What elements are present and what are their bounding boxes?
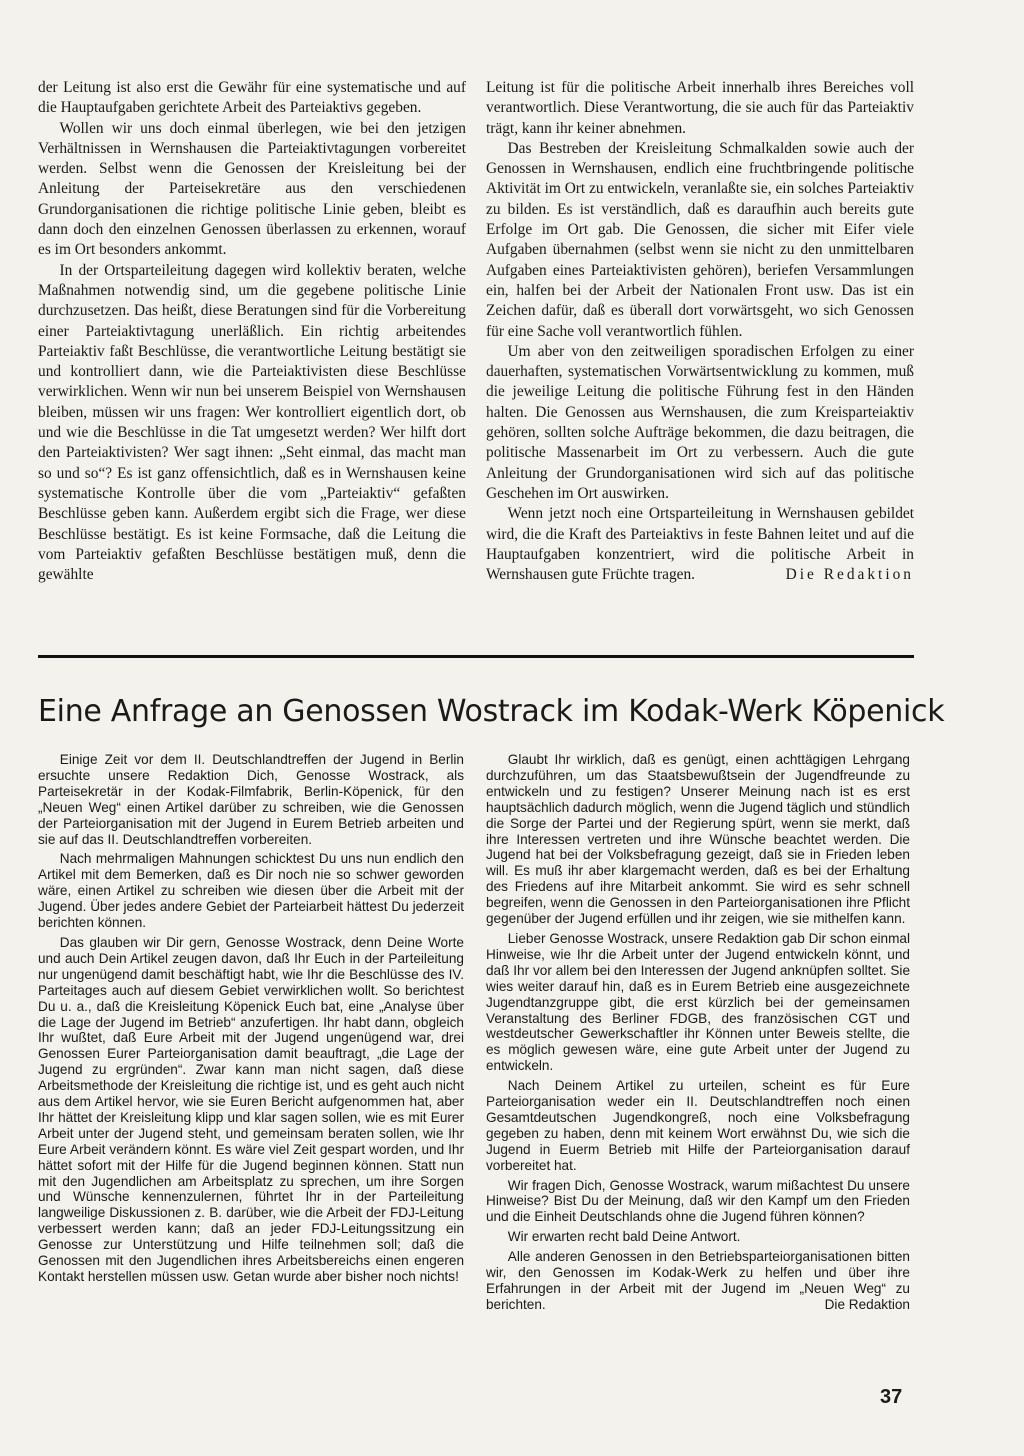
paragraph: Einige Zeit vor dem II. Deutschlandtreffen der Jugend in Berlin ersuchte unsere Redaktion Dich, Genosse Wostrack, als Parteisekretär in der Kodak-Filmfabrik, Berlin-Köpenick, für den „Neuen Weg“ einen Artikel darüber zu schreiben, wie die Genossen der Parteiorganisation mit der Jugend in Eurem Betrieb arbeiten und sie auf das II. Deutschlandtreffen vorbereiten.	[38, 752, 464, 847]
paragraph-last	[486, 1249, 910, 1313]
paragraph: Das Bestreben der Kreisleitung Schmalkalden sowie auch der Genossen in Wernshausen, endlich eine fruchtbringende politische Aktivität im Ort zu entwickeln, veranlaßte sie, ein solches Parteiaktiv zu bilden. Es ist verständlich, daß es daraufhin auch bereits gute Erfolge im Ort gab. Die Genossen, die sicher mit Eifer viele Aufgaben übernahmen (selbst wenn sie nicht zu den unmittelbaren Aufgaben eines Parteiaktivisten gehören), beriefen Versammlungen ein, halfen bei der Arbeit der Nationalen Front usw. Das ist ein Zeichen dafür, daß es überall dort vorwärtsgeht, wo sich Genossen für eine Sache voll verantwortlich fühlen.	[486, 139, 914, 340]
paragraph-text: Wenn jetzt noch eine Ortsparteileitung in Wernshausen gebildet wird, die die Kraft des Parteiaktivs in feste Bahnen leitet und auf die Hauptaufgaben konzentriert, wird die politische Arbeit in Wernshausen gute Früchte tragen.	[486, 505, 914, 584]
signature: Die Redaktion	[785, 566, 914, 584]
paragraph: Wir erwarten recht bald Deine Antwort.	[507, 1229, 741, 1245]
paragraph: Das glauben wir Dir gern, Genosse Wostrack, denn Deine Worte und auch Dein Artikel zeugen davon, daß Ihr Euch in der Parteileitung nur ungenügend damit beschäftigt habt, wie Ihr die Beschlüsse des IV. Parteitages auch auf diesem Gebiet verwirklichen wollt. So berichtest Du u. a., daß die Kreisleitung Köpenick Euch bat, eine „Analyse über die Lage der Jugend im Betrieb“ anzufertigen. Ihr habt dann, obgleich Ihr wußtet, daß Eure Arbeit mit der Jugend ungenügend war, drei Genossen Eurer Parteiorganisation damit beauftragt, „die Lage der Jugend zu ergründen“. Zwar kann man nicht sagen, daß diese Arbeitsmethode der Kreisleitung die richtige ist, und es geht auch nicht aus dem Artikel hervor, wie sie Euren Bericht aufgenommen hat, aber Ihr hättet der Kreisleitung klipp und klar sagen sollen, wie es mit Eurer Arbeit unter der Jugend steht, und gemeinsam beraten sollen, wie Ihr Eure Arbeit verändern könnt. Es wäre viel Zeit gespart worden, und Ihr hättet sofort mit der Hilfe für die Jugend beginnen können. Statt nun mit den Jugendlichen am Arbeitsplatz zu sprechen, um ihre Sorgen und Wünsche kennenzulernen, führtet Ihr in der Parteileitung langweilige Diskussionen z. B. darüber, wie die Arbeit der FDJ-Leitung verbessert werden kann; daß an jeder FDJ-Leitungssitzung ein Genosse zur Unterstützung und Hilfe teilnehmen soll; daß die Genossen mit den Jugendlichen ihres Arbeitsbereichs einen engeren Kontakt herstellen müssen usw. Getan wurde aber bisher noch nichts!	[38, 934, 464, 1284]
bottom-article-left-column	[38, 752, 464, 1285]
paragraph-last	[486, 504, 914, 585]
top-article-right-column	[486, 78, 914, 585]
top-article-left-column	[38, 78, 466, 585]
paragraph: Leitung ist für die politische Arbeit innerhalb ihres Bereiches voll verantwortlich. Diese Verantwortung, die sie auch für das Parteiaktiv trägt, kann ihr keiner abnehmen.	[486, 79, 914, 137]
paragraph: Nach mehrmaligen Mahnungen schicktest Du uns nun endlich den Artikel mit dem Bemerken, daß es Dir noch nie so schwer geworden wäre, einen Artikel zu schreiben wie diesen über die Arbeit mit der Jugend. Über jedes andere Gebiet der Parteiarbeit hättest Du jederzeit berichten können.	[38, 851, 464, 931]
paragraph: Wollen wir uns doch einmal überlegen, wie bei den jetzigen Verhältnissen in Wernshausen die Parteiaktivtagungen vorbereitet werden. Selbst wenn die Genossen der Kreisleitung bei der Anleitung der Parteisekretäre aus den verschiedenen Grundorganisationen die richtige politische Linie geben, bleibt es dann doch den einzelnen Genossen überlassen zu erkennen, worauf es im Ort besonders ankommt.	[38, 119, 466, 259]
paragraph: Nach Deinem Artikel zu urteilen, scheint es für Eure Parteiorganisation weder ein II. Deutschlandtreffen noch einen Gesamtdeutschen Jugendkongreß, noch eine Volksbefragung gegeben zu haben, denn mit keinem Wort erwähnst Du, wie sich die Jugend in Euerm Betrieb mit Hilfe der Parteiorganisation darauf vorbereitet hat.	[486, 1078, 910, 1173]
section-divider	[38, 655, 914, 658]
article-headline: Eine Anfrage an Genossen Wostrack im Kodak-Werk Köpenick	[38, 694, 945, 729]
paragraph: Lieber Genosse Wostrack, unsere Redaktion gab Dir schon einmal Hinweise, wie Ihr die Arbeit unter der Jugend entwickeln könnt, und daß Ihr vor allem bei den Interessen der Jugend anknüpfen solltet. Sie wies weiter darauf hin, daß es in Eurem Betrieb eine ausgezeichnete Jugendtanzgruppe gibt, die erst kürzlich bei der gemeinsamen Veranstaltung des Berliner FDGB, des französischen CGT und westdeutscher Gewerkschaftler ihr Können unter Beweis stellte, die es möglich gewesen wäre, eine gute Arbeit unter der Jugend zu entwickeln.	[486, 930, 910, 1074]
paragraph: Wir fragen Dich, Genosse Wostrack, warum mißachtest Du unsere Hinweise? Bist Du der Meinung, daß wir den Kampf um den Frieden und die Einheit Deutschlands ohne die Jugend führen können?	[486, 1177, 910, 1225]
paragraph: In der Ortsparteileitung dagegen wird kollektiv beraten, welche Maßnahmen notwendig sind, um die gegebene politische Linie durchzusetzen. Das heißt, diese Beratungen sind für die Vorbereitung einer Parteiaktivtagung unerläßlich. Ein richtig arbeitendes Parteiaktiv faßt Beschlüsse, die verantwortliche Leitung bestätigt sie und kontrolliert dann, wie die Parteiaktivisten diese Beschlüsse verwirklichen. Wenn wir nun bei unserem Beispiel von Wernshausen bleiben, müssen wir uns fragen: Wer kontrolliert eigentlich dort, ob und wie die Beschlüsse in die Tat umgesetzt werden? Wer hilft dort den Parteiaktivisten? Wer sagt ihnen: „Seht einmal, das macht man so und so“? Es ist ganz offensichtlich, daß es in Wernshausen keine systematische Kontrolle über die vom „Parteiaktiv“ gefaßten Beschlüsse geben kann. Außerdem ergibt sich die Frage, wer diese Beschlüsse bestätigt. Es ist keine Formsache, daß die Leitung die vom Parteiaktiv gefaßten Beschlüsse bestätigen muß, denn die gewählte	[38, 261, 466, 584]
page-number: 37	[880, 1386, 903, 1408]
paragraph: Glaubt Ihr wirklich, daß es genügt, einen achttägigen Lehrgang durchzuführen, um das Staatsbewußtsein der Jugendfreunde zu entwickeln und zu festigen? Unserer Meinung nach ist es erst hauptsächlich dadurch möglich, wenn die Jugend täglich und stündlich die Sorge der Partei und der Regierung spürt, wenn sie merkt, daß ihre Interessen vertreten und ihre Wünsche beachtet werden. Die Jugend hat bei der Volksbefragung gezeigt, daß sie in Frieden leben will. Es muß ihr aber klargemacht werden, daß es bei der Erhaltung des Friedens auf ihre Mitarbeit ankommt. Sie wird es sehr schnell begreifen, wenn die Genossen in den Parteiorganisationen ihre Pflicht gegenüber der Jugend erfüllen und ihr zeigen, wie sie mithelfen kann.	[486, 752, 910, 927]
signature: Die Redaktion	[824, 1296, 910, 1312]
paragraph: der Leitung ist also erst die Gewähr für eine systematische und auf die Hauptaufgaben gerichtete Arbeit des Parteiaktivs gegeben.	[38, 79, 466, 117]
bottom-article-right-column	[486, 752, 910, 1313]
paragraph: Um aber von den zeitweiligen sporadischen Erfolgen zu einer dauerhaften, systematischen Vorwärtsentwicklung zu kommen, muß die jeweilige Leitung die politische Führung fest in den Händen halten. Die Genossen aus Wernshausen, die zum Kreisparteiaktiv gehören, sollten solche Aufträge bekommen, die dazu beitragen, die politische Massenarbeit im Ort zu verbessern. Auch die gute Anleitung der Grundorganisationen wird sich auf das politische Geschehen im Ort auswirken.	[486, 342, 914, 502]
paragraph-text: Alle anderen Genossen in den Betriebsparteiorganisationen bitten wir, den Genossen im Kodak-Werk zu helfen und über ihre Erfahrungen in der Arbeit mit der Jugend im „Neuen Weg“ zu berichten.	[486, 1249, 910, 1312]
